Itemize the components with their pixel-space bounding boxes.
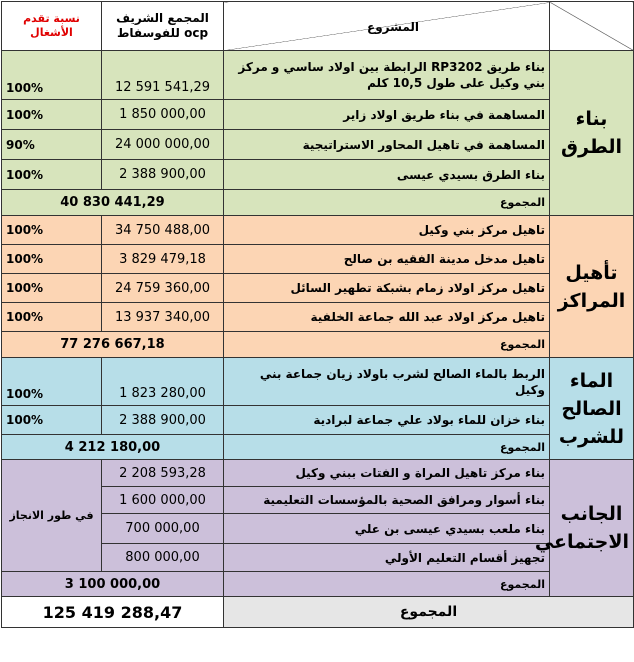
category-social: الجانب الاجتماعي: [550, 460, 634, 597]
roads-total-label: المجموع: [224, 190, 550, 216]
table-row: [2, 216, 634, 245]
table-row: [2, 160, 634, 190]
table-row: [2, 358, 634, 406]
amount-cell: 34 750 488,00: [102, 216, 224, 245]
water-total-label: المجموع: [224, 435, 550, 460]
progress-cell: 100%: [2, 160, 102, 190]
project-name-cell: تاهيل مركز اولاد عبد الله جماعة الخلفية: [224, 303, 550, 332]
header-row: [2, 2, 634, 51]
progress-cell: 100%: [2, 245, 102, 274]
project-name-cell: تجهيز أقسام التعليم الأولي: [224, 544, 550, 572]
table-row: [2, 274, 634, 303]
progress-note: في طور الانجاز: [2, 460, 102, 572]
project-name-cell: بناء طريق RP3202 الرابطة بين اولاد ساسي و مركز بني وكيل على طول 10,5 كلم: [224, 51, 550, 100]
project-name-cell: تاهيل مركز بني وكيل: [224, 216, 550, 245]
table-row: [2, 460, 634, 487]
progress-cell: 100%: [2, 100, 102, 130]
amount-cell: 12 591 541,29: [102, 51, 224, 100]
category-roads: بناء الطرق: [550, 51, 634, 216]
funding-header: المجمع الشريف للفوسفاط ocp: [102, 2, 224, 51]
centers-total: 77 276 667,18: [2, 332, 224, 358]
grand-total-row: [2, 597, 634, 628]
amount-cell: 1 823 280,00: [102, 358, 224, 406]
subtotal-row: [2, 572, 634, 597]
centers-total-label: المجموع: [224, 332, 550, 358]
amount-cell: 13 937 340,00: [102, 303, 224, 332]
amount-cell: 2 388 900,00: [102, 406, 224, 435]
amount-cell: 2 208 593,28: [102, 460, 224, 487]
progress-cell: 100%: [2, 216, 102, 245]
progress-cell: 100%: [2, 406, 102, 435]
project-name-cell: الربط بالماء الصالح لشرب باولاد زيان جماعة بني وكيل: [224, 358, 550, 406]
amount-cell: 24 000 000,00: [102, 130, 224, 160]
category-centers: تأهيل المراكز: [550, 216, 634, 358]
table-row: [2, 100, 634, 130]
table-row: [2, 51, 634, 100]
grand-total-value: 125 419 288,47: [2, 597, 224, 628]
social-total: 3 100 000,00: [2, 572, 224, 597]
amount-cell: 1 600 000,00: [102, 487, 224, 514]
project-name-cell: بناء ملعب بسيدي عيسى بن علي: [224, 514, 550, 544]
project-name-cell: تاهيل مدخل مدينة الفقيه بن صالح: [224, 245, 550, 274]
amount-cell: 1 850 000,00: [102, 100, 224, 130]
amount-cell: 2 388 900,00: [102, 160, 224, 190]
projects-table: [1, 1, 634, 628]
progress-cell: 100%: [2, 51, 102, 100]
water-total: 4 212 180,00: [2, 435, 224, 460]
project-name-cell: المساهمة في بناء طريق اولاد زاير: [224, 100, 550, 130]
project-name-cell: بناء مركز تاهيل المراة و الفتات ببني وكيل: [224, 460, 550, 487]
project-name-cell: تاهيل مركز اولاد زمام بشبكة تطهير السائل: [224, 274, 550, 303]
amount-cell: 800 000,00: [102, 544, 224, 572]
table-row: [2, 245, 634, 274]
table-row: [2, 130, 634, 160]
project-name-cell: بناء الطرق بسيدي عيسى: [224, 160, 550, 190]
social-total-label: المجموع: [224, 572, 550, 597]
table-row: [2, 303, 634, 332]
project-header: [224, 2, 550, 51]
progress-cell: 100%: [2, 358, 102, 406]
project-header-label: المشروع: [367, 20, 419, 34]
category-water: الماء الصالح للشرب: [550, 358, 634, 460]
progress-cell: 90%: [2, 130, 102, 160]
subtotal-row: [2, 435, 634, 460]
amount-cell: 3 829 479,18: [102, 245, 224, 274]
amount-cell: 24 759 360,00: [102, 274, 224, 303]
amount-cell: 700 000,00: [102, 514, 224, 544]
roads-total: 40 830 441,29: [2, 190, 224, 216]
project-name-cell: بناء أسوار ومرافق الصحية بالمؤسسات التعليمية: [224, 487, 550, 514]
progress-header: نسبة تقدم الأشغال: [2, 2, 102, 51]
progress-cell: 100%: [2, 303, 102, 332]
project-name-cell: المساهمة في تاهيل المحاور الاستراتيجية: [224, 130, 550, 160]
progress-cell: 100%: [2, 274, 102, 303]
table-row: [2, 406, 634, 435]
project-name-cell: بناء خزان للماء بولاد علي جماعة لبرادية: [224, 406, 550, 435]
category-header: [550, 2, 634, 51]
grand-total-label: المجموع: [224, 597, 634, 628]
subtotal-row: [2, 190, 634, 216]
subtotal-row: [2, 332, 634, 358]
